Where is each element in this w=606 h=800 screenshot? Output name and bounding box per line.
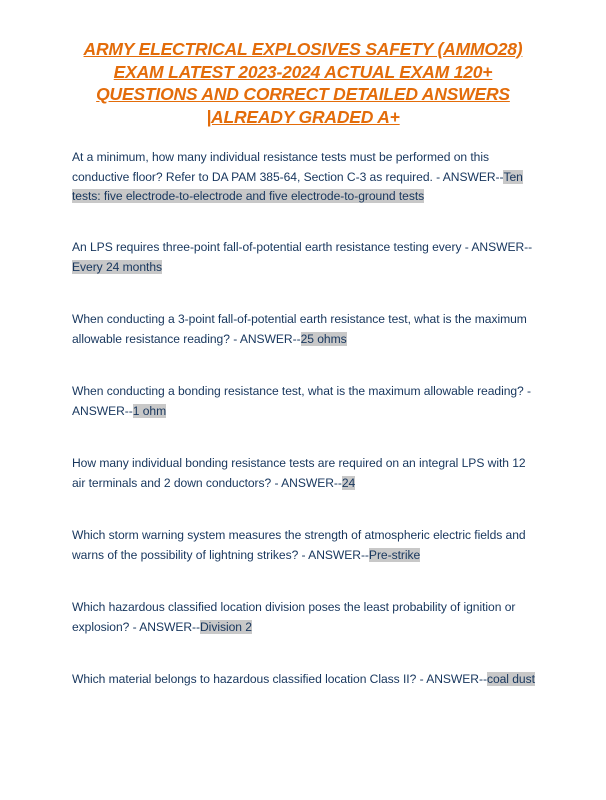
question-text: Which hazardous classified location division poses the least probability of ignition or explosion? - ANSWER-- [72, 600, 516, 634]
qa-item [72, 148, 542, 207]
qa-item [72, 382, 542, 421]
answer-text: coal dust [486, 672, 535, 686]
question-text: Which storm warning system measures the strength of atmospheric electric fields and warns of the possibility of lightning strikes? - ANSWER-- [72, 528, 526, 562]
question-text: When conducting a bonding resistance test, what is the maximum allowable reading? - ANSWER-- [72, 384, 532, 418]
answer-text: Every 24 months [72, 259, 162, 274]
question-text: Which material belongs to hazardous classified location Class II? - ANSWER-- [72, 672, 487, 686]
qa-item [72, 670, 542, 690]
answer-text: Ten tests: five electrode-to-electrode and five electrode-to-ground tests [72, 169, 523, 203]
title-line: QUESTIONS AND CORRECT DETAILED ANSWERS [96, 84, 510, 104]
question-text: At a minimum, how many individual resistance tests must be performed on this conductive floor? Refer to DA PAM 385-64, Section C-3 as required. - ANSWER-- [72, 150, 504, 184]
document-title [40, 38, 566, 128]
question-text: An LPS requires three-point fall-of-potential earth resistance testing every - ANSWER-- [72, 240, 533, 254]
qa-item [72, 310, 542, 349]
answer-text: 1 ohm [132, 403, 167, 418]
answer-text: Division 2 [200, 619, 252, 634]
title-line: |ALREADY GRADED A+ [206, 106, 400, 127]
answer-text: 25 ohms [300, 331, 347, 346]
answer-text: 24 [341, 475, 356, 490]
answer-text: Pre-strike [368, 547, 421, 562]
title-line: EXAM LATEST 2023-2024 ACTUAL EXAM 120+ [113, 61, 493, 82]
qa-item [72, 454, 542, 493]
qa-item [72, 238, 542, 277]
title-line: ARMY ELECTRICAL EXPLOSIVES SAFETY (AMMO28) [83, 39, 523, 59]
qa-item [72, 526, 542, 565]
question-text: How many individual bonding resistance tests are required on an integral LPS with 12 air terminals and 2 down conductors? - ANSWER-- [72, 456, 526, 490]
qa-item [72, 598, 542, 637]
question-text: When conducting a 3-point fall-of-potential earth resistance test, what is the maximum allowable resistance reading? - ANSWER-- [72, 312, 527, 346]
